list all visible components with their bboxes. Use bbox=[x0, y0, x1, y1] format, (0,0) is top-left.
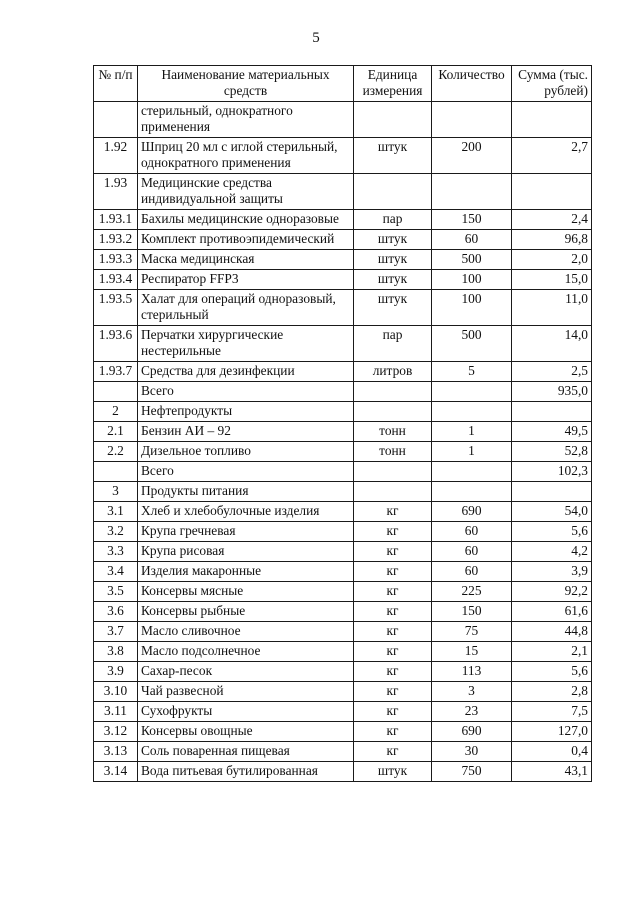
cell-name: Изделия макаронные bbox=[138, 562, 354, 582]
cell-num: 1.93 bbox=[94, 174, 138, 210]
cell-qty: 30 bbox=[432, 742, 512, 762]
cell-unit bbox=[354, 482, 432, 502]
cell-num: 3.10 bbox=[94, 682, 138, 702]
materials-table bbox=[93, 65, 592, 782]
cell-qty bbox=[432, 482, 512, 502]
table-row bbox=[94, 174, 592, 210]
table-row bbox=[94, 662, 592, 682]
cell-unit: штук bbox=[354, 250, 432, 270]
page-number: 5 bbox=[312, 30, 320, 46]
cell-qty bbox=[432, 102, 512, 138]
cell-sum: 7,5 bbox=[512, 702, 592, 722]
cell-unit: кг bbox=[354, 562, 432, 582]
cell-unit: штук bbox=[354, 762, 432, 782]
cell-unit bbox=[354, 102, 432, 138]
table-row bbox=[94, 582, 592, 602]
cell-name: Респиратор FFP3 bbox=[138, 270, 354, 290]
cell-num: 2.1 bbox=[94, 422, 138, 442]
header-qty: Количество bbox=[432, 66, 512, 102]
cell-qty bbox=[432, 382, 512, 402]
table-row bbox=[94, 722, 592, 742]
table-row bbox=[94, 102, 592, 138]
cell-qty: 60 bbox=[432, 230, 512, 250]
cell-num: 3 bbox=[94, 482, 138, 502]
cell-unit: кг bbox=[354, 682, 432, 702]
table-row bbox=[94, 270, 592, 290]
cell-unit: литров bbox=[354, 362, 432, 382]
cell-unit: тонн bbox=[354, 442, 432, 462]
cell-num bbox=[94, 382, 138, 402]
cell-qty: 1 bbox=[432, 422, 512, 442]
cell-name: Средства для дезинфекции bbox=[138, 362, 354, 382]
cell-unit: кг bbox=[354, 542, 432, 562]
table-row bbox=[94, 442, 592, 462]
table-row bbox=[94, 462, 592, 482]
table-row bbox=[94, 138, 592, 174]
table-body bbox=[94, 102, 592, 782]
table-row bbox=[94, 762, 592, 782]
cell-sum: 3,9 bbox=[512, 562, 592, 582]
cell-qty bbox=[432, 402, 512, 422]
cell-name: Дизельное топливо bbox=[138, 442, 354, 462]
cell-name: Хлеб и хлебобулочные изделия bbox=[138, 502, 354, 522]
cell-sum: 0,4 bbox=[512, 742, 592, 762]
cell-qty: 3 bbox=[432, 682, 512, 702]
cell-name: Бахилы медицинские одноразовые bbox=[138, 210, 354, 230]
cell-name: Перчатки хирургические нестерильные bbox=[138, 326, 354, 362]
cell-qty: 225 bbox=[432, 582, 512, 602]
cell-num: 1.93.4 bbox=[94, 270, 138, 290]
cell-qty: 23 bbox=[432, 702, 512, 722]
cell-num: 3.8 bbox=[94, 642, 138, 662]
cell-qty: 200 bbox=[432, 138, 512, 174]
cell-sum: 2,4 bbox=[512, 210, 592, 230]
cell-num: 3.5 bbox=[94, 582, 138, 602]
cell-num: 3.2 bbox=[94, 522, 138, 542]
cell-unit bbox=[354, 402, 432, 422]
cell-num: 3.7 bbox=[94, 622, 138, 642]
cell-num bbox=[94, 102, 138, 138]
cell-num: 3.1 bbox=[94, 502, 138, 522]
cell-sum: 61,6 bbox=[512, 602, 592, 622]
table-row bbox=[94, 522, 592, 542]
cell-sum: 935,0 bbox=[512, 382, 592, 402]
cell-qty: 60 bbox=[432, 522, 512, 542]
cell-unit: кг bbox=[354, 582, 432, 602]
table-row bbox=[94, 230, 592, 250]
cell-name: Консервы мясные bbox=[138, 582, 354, 602]
cell-sum: 2,5 bbox=[512, 362, 592, 382]
table-row bbox=[94, 210, 592, 230]
cell-name: Консервы овощные bbox=[138, 722, 354, 742]
cell-name: Бензин АИ – 92 bbox=[138, 422, 354, 442]
cell-num: 1.92 bbox=[94, 138, 138, 174]
cell-unit: кг bbox=[354, 622, 432, 642]
cell-num: 1.93.3 bbox=[94, 250, 138, 270]
cell-qty: 750 bbox=[432, 762, 512, 782]
cell-unit bbox=[354, 382, 432, 402]
cell-qty: 100 bbox=[432, 290, 512, 326]
cell-qty: 60 bbox=[432, 562, 512, 582]
cell-unit: пар bbox=[354, 326, 432, 362]
cell-sum: 92,2 bbox=[512, 582, 592, 602]
cell-name: Халат для операций одноразовый, стерильный bbox=[138, 290, 354, 326]
cell-name: Консервы рыбные bbox=[138, 602, 354, 622]
table-row bbox=[94, 290, 592, 326]
cell-sum: 5,6 bbox=[512, 522, 592, 542]
cell-sum: 2,7 bbox=[512, 138, 592, 174]
cell-name: Комплект противоэпидемический bbox=[138, 230, 354, 250]
table-row bbox=[94, 702, 592, 722]
cell-sum: 14,0 bbox=[512, 326, 592, 362]
cell-qty: 500 bbox=[432, 326, 512, 362]
cell-num: 2 bbox=[94, 402, 138, 422]
cell-qty bbox=[432, 462, 512, 482]
cell-sum: 5,6 bbox=[512, 662, 592, 682]
cell-qty bbox=[432, 174, 512, 210]
cell-name: Нефтепродукты bbox=[138, 402, 354, 422]
cell-qty: 113 bbox=[432, 662, 512, 682]
cell-num: 2.2 bbox=[94, 442, 138, 462]
cell-qty: 690 bbox=[432, 502, 512, 522]
cell-num: 3.14 bbox=[94, 762, 138, 782]
cell-sum bbox=[512, 174, 592, 210]
cell-sum: 96,8 bbox=[512, 230, 592, 250]
cell-unit: кг bbox=[354, 642, 432, 662]
cell-num: 1.93.2 bbox=[94, 230, 138, 250]
cell-sum: 54,0 bbox=[512, 502, 592, 522]
cell-sum: 43,1 bbox=[512, 762, 592, 782]
cell-num: 1.93.5 bbox=[94, 290, 138, 326]
cell-name: Сухофрукты bbox=[138, 702, 354, 722]
cell-name: Маска медицинская bbox=[138, 250, 354, 270]
cell-name: Масло сливочное bbox=[138, 622, 354, 642]
header-num: № п/п bbox=[94, 66, 138, 102]
cell-unit bbox=[354, 174, 432, 210]
cell-sum: 11,0 bbox=[512, 290, 592, 326]
cell-name: Сахар-песок bbox=[138, 662, 354, 682]
cell-num bbox=[94, 462, 138, 482]
cell-name: Медицинские средства индивидуальной защиты bbox=[138, 174, 354, 210]
header-unit: Единица измерения bbox=[354, 66, 432, 102]
cell-sum: 102,3 bbox=[512, 462, 592, 482]
cell-unit: тонн bbox=[354, 422, 432, 442]
cell-sum bbox=[512, 102, 592, 138]
cell-sum: 2,1 bbox=[512, 642, 592, 662]
cell-unit: кг bbox=[354, 522, 432, 542]
cell-name: Соль поваренная пищевая bbox=[138, 742, 354, 762]
cell-sum: 52,8 bbox=[512, 442, 592, 462]
table-row bbox=[94, 602, 592, 622]
cell-qty: 1 bbox=[432, 442, 512, 462]
table-row bbox=[94, 402, 592, 422]
cell-sum bbox=[512, 482, 592, 502]
cell-num: 3.13 bbox=[94, 742, 138, 762]
cell-unit: штук bbox=[354, 138, 432, 174]
cell-qty: 690 bbox=[432, 722, 512, 742]
header-sum: Сумма (тыс. рублей) bbox=[512, 66, 592, 102]
cell-name: Продукты питания bbox=[138, 482, 354, 502]
cell-name: Шприц 20 мл с иглой стерильный, однократного применения bbox=[138, 138, 354, 174]
table-row bbox=[94, 382, 592, 402]
table-row bbox=[94, 562, 592, 582]
cell-num: 3.3 bbox=[94, 542, 138, 562]
table-row bbox=[94, 362, 592, 382]
cell-sum: 127,0 bbox=[512, 722, 592, 742]
cell-qty: 60 bbox=[432, 542, 512, 562]
cell-num: 1.93.7 bbox=[94, 362, 138, 382]
cell-name: стерильный, однократного применения bbox=[138, 102, 354, 138]
cell-unit: кг bbox=[354, 602, 432, 622]
cell-qty: 150 bbox=[432, 602, 512, 622]
header-name: Наименование материальных средств bbox=[138, 66, 354, 102]
table-row bbox=[94, 326, 592, 362]
cell-qty: 100 bbox=[432, 270, 512, 290]
cell-unit: кг bbox=[354, 702, 432, 722]
cell-unit: штук bbox=[354, 290, 432, 326]
cell-name: Крупа гречневая bbox=[138, 522, 354, 542]
table-row bbox=[94, 642, 592, 662]
cell-unit: штук bbox=[354, 270, 432, 290]
cell-qty: 150 bbox=[432, 210, 512, 230]
table-row bbox=[94, 250, 592, 270]
cell-num: 3.6 bbox=[94, 602, 138, 622]
cell-sum: 2,0 bbox=[512, 250, 592, 270]
cell-unit: кг bbox=[354, 722, 432, 742]
cell-num: 3.12 bbox=[94, 722, 138, 742]
cell-sum bbox=[512, 402, 592, 422]
table-row bbox=[94, 542, 592, 562]
cell-sum: 15,0 bbox=[512, 270, 592, 290]
cell-sum: 44,8 bbox=[512, 622, 592, 642]
cell-num: 1.93.1 bbox=[94, 210, 138, 230]
cell-num: 3.11 bbox=[94, 702, 138, 722]
cell-name: Крупа рисовая bbox=[138, 542, 354, 562]
cell-num: 3.4 bbox=[94, 562, 138, 582]
table-row bbox=[94, 742, 592, 762]
cell-name: Вода питьевая бутилированная bbox=[138, 762, 354, 782]
cell-unit bbox=[354, 462, 432, 482]
cell-qty: 75 bbox=[432, 622, 512, 642]
table-header-row bbox=[94, 66, 592, 102]
table-row bbox=[94, 682, 592, 702]
cell-unit: штук bbox=[354, 230, 432, 250]
table-row bbox=[94, 622, 592, 642]
cell-name: Масло подсолнечное bbox=[138, 642, 354, 662]
cell-qty: 500 bbox=[432, 250, 512, 270]
cell-unit: кг bbox=[354, 502, 432, 522]
cell-unit: пар bbox=[354, 210, 432, 230]
cell-qty: 15 bbox=[432, 642, 512, 662]
cell-name: Всего bbox=[138, 462, 354, 482]
cell-qty: 5 bbox=[432, 362, 512, 382]
cell-name: Чай развесной bbox=[138, 682, 354, 702]
cell-sum: 4,2 bbox=[512, 542, 592, 562]
table-row bbox=[94, 482, 592, 502]
cell-num: 3.9 bbox=[94, 662, 138, 682]
table-row bbox=[94, 502, 592, 522]
cell-unit: кг bbox=[354, 662, 432, 682]
cell-sum: 49,5 bbox=[512, 422, 592, 442]
cell-sum: 2,8 bbox=[512, 682, 592, 702]
table-row bbox=[94, 422, 592, 442]
cell-name: Всего bbox=[138, 382, 354, 402]
cell-unit: кг bbox=[354, 742, 432, 762]
cell-num: 1.93.6 bbox=[94, 326, 138, 362]
